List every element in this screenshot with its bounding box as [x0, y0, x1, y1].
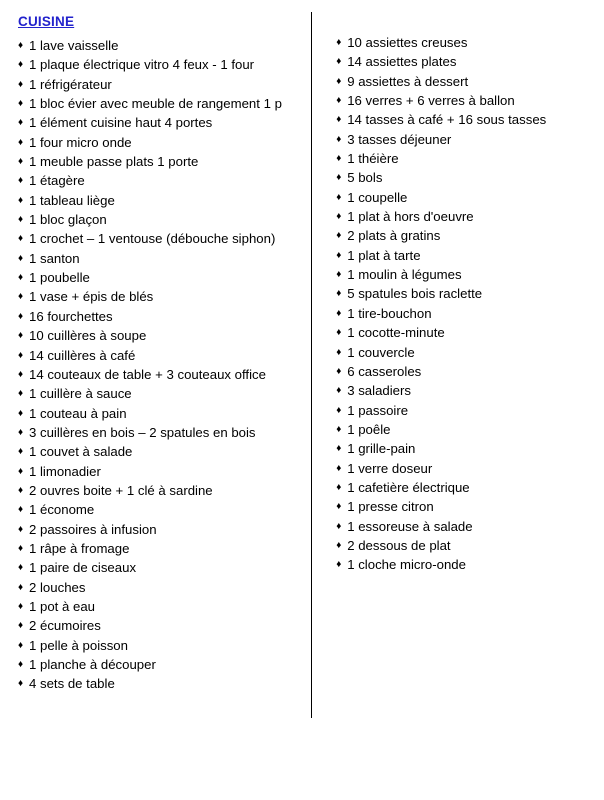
list-item [18, 539, 305, 558]
list-item-label: 1 étagère [29, 173, 85, 189]
diamond-bullet-icon: ♦ [18, 40, 24, 51]
list-item [18, 384, 305, 403]
diamond-bullet-icon: ♦ [18, 98, 24, 110]
list-item-label: 3 tasses déjeuner [347, 131, 452, 147]
list-item-label: 1 poêle [347, 421, 391, 437]
list-item-label: 1 cuillère à sauce [29, 386, 132, 402]
list-item [18, 191, 305, 210]
diamond-bullet-icon: ♦ [336, 95, 342, 107]
diamond-bullet-icon: ♦ [18, 214, 24, 226]
left-inventory-list [18, 36, 305, 694]
diamond-bullet-icon: ♦ [18, 330, 24, 342]
diamond-bullet-icon: ♦ [18, 78, 24, 90]
list-item [18, 36, 305, 55]
list-item-label: 1 four micro onde [29, 134, 132, 150]
list-item [18, 287, 305, 306]
diamond-bullet-icon: ♦ [336, 37, 342, 48]
diamond-bullet-icon: ♦ [18, 349, 24, 361]
list-item-label: 1 grille-pain [347, 441, 416, 457]
list-item [18, 500, 305, 519]
list-item-label: 1 tableau liège [29, 192, 115, 208]
diamond-bullet-icon: ♦ [18, 233, 24, 245]
list-item-label: 1 paire de ciseaux [29, 560, 137, 576]
list-item-label: 3 cuillères en bois – 2 spatules en bois [29, 424, 256, 440]
list-item-label: 1 planche à découper [29, 657, 156, 672]
list-item-label: 1 élément cuisine haut 4 portes [29, 115, 213, 131]
list-item [18, 442, 305, 461]
right-inventory-list [336, 33, 590, 575]
list-item-label: 1 coupelle [347, 189, 408, 205]
list-item [336, 478, 590, 497]
list-item-label: 2 passoires à infusion [29, 521, 157, 537]
list-item-label: 9 assiettes à dessert [347, 73, 469, 89]
list-item [18, 94, 305, 113]
diamond-bullet-icon: ♦ [18, 678, 24, 690]
diamond-bullet-icon: ♦ [336, 75, 342, 87]
list-item-label: 1 limonadier [29, 463, 101, 479]
diamond-bullet-icon: ♦ [18, 252, 24, 264]
list-item [336, 207, 590, 226]
diamond-bullet-icon: ♦ [336, 230, 342, 242]
list-item [336, 52, 590, 71]
list-item-label: 1 théière [347, 151, 399, 167]
right-column [312, 14, 594, 575]
list-item [18, 578, 305, 597]
list-item [18, 133, 305, 152]
diamond-bullet-icon: ♦ [336, 172, 342, 184]
diamond-bullet-icon: ♦ [18, 426, 24, 438]
list-item [18, 423, 305, 442]
list-item-label: 1 bloc glaçon [29, 212, 107, 228]
diamond-bullet-icon: ♦ [18, 542, 24, 554]
list-item [18, 55, 305, 74]
list-item [18, 404, 305, 423]
list-item [336, 265, 590, 284]
list-item-label: 1 plat à tarte [347, 247, 421, 263]
list-item-label: 1 cocotte-minute [347, 325, 445, 341]
diamond-bullet-icon: ♦ [336, 269, 342, 281]
list-item [336, 323, 590, 342]
list-item-label: 1 passoire [347, 402, 409, 418]
diamond-bullet-icon: ♦ [18, 388, 24, 400]
diamond-bullet-icon: ♦ [18, 446, 24, 458]
list-item [336, 188, 590, 207]
list-item [336, 343, 590, 362]
diamond-bullet-icon: ♦ [18, 194, 24, 206]
list-item-label: 3 saladiers [347, 383, 411, 399]
list-item [336, 246, 590, 265]
list-item-label: 1 couteau à pain [29, 405, 127, 421]
list-item-label: 5 bols [347, 170, 383, 186]
diamond-bullet-icon: ♦ [336, 288, 342, 300]
diamond-bullet-icon: ♦ [18, 639, 24, 651]
list-item [336, 459, 590, 478]
list-item-label: 5 spatules bois raclette [347, 286, 483, 302]
diamond-bullet-icon: ♦ [18, 581, 24, 593]
list-item [336, 226, 590, 245]
list-item [336, 401, 590, 420]
list-item [18, 462, 305, 481]
list-item [18, 616, 305, 635]
list-item [336, 362, 590, 381]
list-item-label: 2 dessous de plat [347, 537, 451, 553]
list-item-label: 1 essoreuse à salade [347, 518, 473, 534]
list-item [18, 674, 305, 693]
list-item-label: 2 louches [29, 579, 86, 595]
list-item [18, 113, 305, 132]
diamond-bullet-icon: ♦ [18, 504, 24, 516]
list-item [18, 365, 305, 384]
diamond-bullet-icon: ♦ [18, 136, 24, 148]
list-item [18, 152, 305, 171]
list-item [18, 597, 305, 616]
list-item [18, 481, 305, 500]
list-item-label: 1 réfrigérateur [29, 76, 112, 92]
list-item-label: 1 économe [29, 502, 95, 518]
list-item-label: 1 poubelle [29, 270, 90, 286]
list-item [336, 497, 590, 516]
list-item-label: 14 cuillères à café [29, 347, 136, 363]
list-item-label: 1 couvercle [347, 344, 415, 360]
diamond-bullet-icon: ♦ [18, 291, 24, 303]
list-item [18, 307, 305, 326]
list-item-label: 1 santon [29, 250, 80, 266]
list-item [18, 558, 305, 577]
list-item-label: 1 cafetière électrique [347, 479, 470, 495]
list-item-label: 1 moulin à légumes [347, 267, 462, 283]
diamond-bullet-icon: ♦ [18, 59, 24, 71]
list-item [18, 655, 305, 674]
list-item-label: 14 couteaux de table + 3 couteaux office [29, 366, 266, 382]
list-item-label: 10 assiettes creuses [347, 35, 468, 50]
list-item [336, 420, 590, 439]
diamond-bullet-icon: ♦ [18, 562, 24, 574]
list-item-label: 1 cloche micro-onde [347, 557, 466, 573]
diamond-bullet-icon: ♦ [336, 443, 342, 455]
list-item-label: 1 lave vaisselle [29, 38, 119, 53]
list-item [336, 130, 590, 149]
diamond-bullet-icon: ♦ [336, 539, 342, 551]
list-item [336, 110, 590, 129]
list-item-label: 1 meuble passe plats 1 porte [29, 154, 199, 170]
diamond-bullet-icon: ♦ [336, 307, 342, 319]
diamond-bullet-icon: ♦ [18, 600, 24, 612]
list-item-label: 10 cuillères à soupe [29, 328, 147, 344]
list-item-label: 1 vase + épis de blés [29, 289, 154, 305]
list-item [18, 636, 305, 655]
list-item [18, 346, 305, 365]
diamond-bullet-icon: ♦ [336, 346, 342, 358]
list-item [336, 284, 590, 303]
diamond-bullet-icon: ♦ [336, 211, 342, 223]
right-column-spacer [336, 14, 590, 33]
diamond-bullet-icon: ♦ [336, 114, 342, 126]
diamond-bullet-icon: ♦ [336, 385, 342, 397]
list-item [18, 75, 305, 94]
list-item-label: 1 bloc évier avec meuble de rangement 1 p [29, 96, 282, 112]
diamond-bullet-icon: ♦ [336, 462, 342, 474]
list-item-label: 14 tasses à café + 16 sous tasses [347, 112, 547, 128]
diamond-bullet-icon: ♦ [336, 153, 342, 165]
list-item [336, 381, 590, 400]
list-item-label: 16 fourchettes [29, 308, 113, 324]
list-item-label: 1 pelle à poisson [29, 637, 128, 653]
diamond-bullet-icon: ♦ [18, 156, 24, 168]
list-item-label: 1 plaque électrique vitro 4 feux - 1 four [29, 57, 255, 73]
list-item [336, 536, 590, 555]
list-item-label: 6 casseroles [347, 363, 422, 379]
list-item [336, 72, 590, 91]
list-item-label: 1 tire-bouchon [347, 305, 432, 321]
list-item [18, 171, 305, 190]
list-item-label: 2 écumoires [29, 618, 101, 634]
diamond-bullet-icon: ♦ [336, 365, 342, 377]
list-item-label: 1 couvet à salade [29, 444, 133, 460]
diamond-bullet-icon: ♦ [336, 249, 342, 261]
diamond-bullet-icon: ♦ [336, 191, 342, 203]
diamond-bullet-icon: ♦ [18, 620, 24, 632]
list-item-label: 1 verre doseur [347, 460, 433, 476]
diamond-bullet-icon: ♦ [18, 484, 24, 496]
list-item-label: 4 sets de table [29, 676, 115, 692]
list-item-label: 16 verres + 6 verres à ballon [347, 93, 515, 109]
diamond-bullet-icon: ♦ [18, 117, 24, 129]
list-item-label: 1 râpe à fromage [29, 540, 130, 556]
list-item [18, 520, 305, 539]
diamond-bullet-icon: ♦ [18, 523, 24, 535]
list-item [18, 249, 305, 268]
list-item [336, 149, 590, 168]
list-item-label: 1 pot à eau [29, 598, 95, 614]
page-title: CUISINE [18, 14, 75, 29]
list-item-label: 2 plats à gratins [347, 228, 441, 244]
list-item [18, 210, 305, 229]
diamond-bullet-icon: ♦ [336, 327, 342, 339]
diamond-bullet-icon: ♦ [336, 520, 342, 532]
left-column [10, 14, 311, 694]
list-item-label: 1 plat à hors d'oeuvre [347, 209, 474, 225]
list-item-label: 1 crochet – 1 ventouse (débouche siphon) [29, 231, 276, 247]
list-item [336, 439, 590, 458]
diamond-bullet-icon: ♦ [18, 272, 24, 284]
list-item [18, 229, 305, 248]
list-item [18, 326, 305, 345]
diamond-bullet-icon: ♦ [18, 465, 24, 477]
list-item [18, 268, 305, 287]
list-item [336, 304, 590, 323]
list-item [336, 168, 590, 187]
list-item-label: 1 presse citron [347, 499, 434, 515]
diamond-bullet-icon: ♦ [18, 659, 24, 670]
diamond-bullet-icon: ♦ [18, 407, 24, 419]
list-item [336, 517, 590, 536]
diamond-bullet-icon: ♦ [336, 423, 342, 435]
list-item-label: 2 ouvres boite + 1 clé à sardine [29, 482, 213, 498]
diamond-bullet-icon: ♦ [18, 310, 24, 322]
diamond-bullet-icon: ♦ [336, 481, 342, 493]
two-column-layout [10, 14, 594, 718]
list-item [336, 33, 590, 52]
list-item-label: 14 assiettes plates [347, 54, 457, 70]
diamond-bullet-icon: ♦ [18, 175, 24, 187]
diamond-bullet-icon: ♦ [336, 133, 342, 145]
diamond-bullet-icon: ♦ [336, 559, 342, 571]
list-item [336, 91, 590, 110]
list-item [336, 555, 590, 574]
diamond-bullet-icon: ♦ [336, 404, 342, 416]
diamond-bullet-icon: ♦ [336, 56, 342, 68]
diamond-bullet-icon: ♦ [336, 501, 342, 513]
diamond-bullet-icon: ♦ [18, 368, 24, 380]
